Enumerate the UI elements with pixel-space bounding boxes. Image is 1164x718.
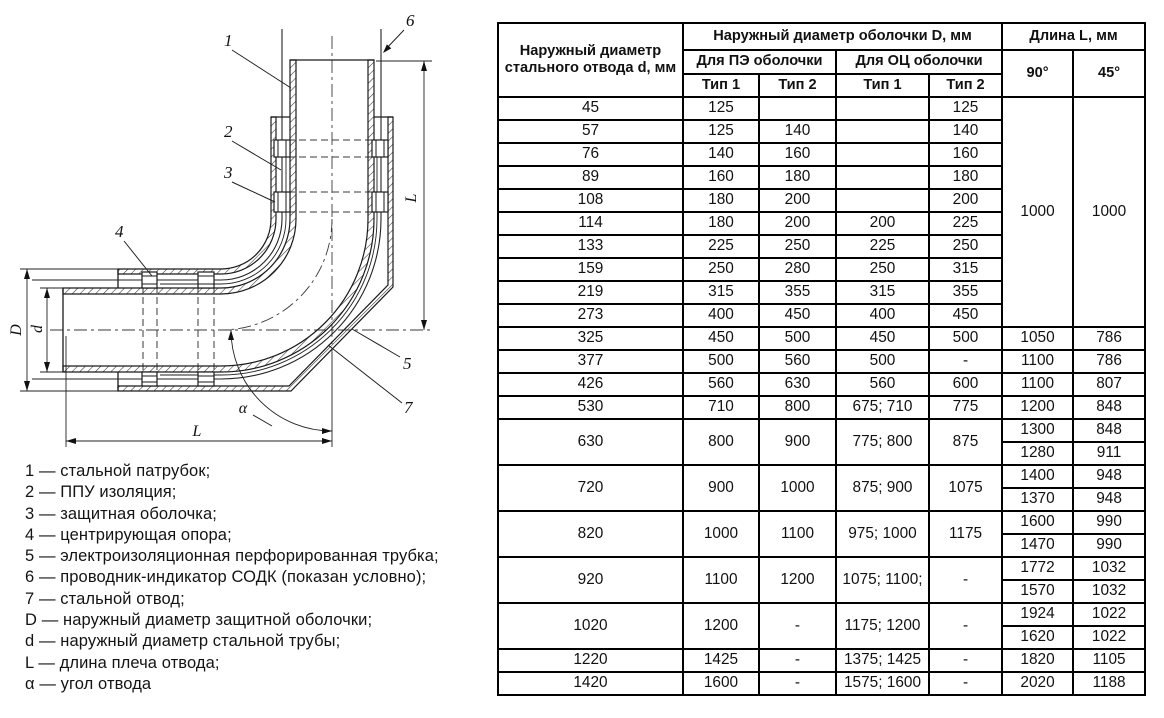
table-cell: 45 <box>498 97 683 120</box>
table-cell: 125 <box>929 97 1002 120</box>
table-cell: 450 <box>683 327 759 350</box>
table-cell: 140 <box>759 120 836 143</box>
table-cell: 133 <box>498 235 683 258</box>
table-cell: 560 <box>759 350 836 373</box>
table-cell: 180 <box>759 166 836 189</box>
legend-item: α — угол отвода <box>25 674 152 693</box>
table-cell: 775; 800 <box>836 419 929 465</box>
table-cell: 180 <box>929 166 1002 189</box>
dim-label-alpha: α <box>238 400 248 417</box>
table-cell: 1924 <box>1002 603 1073 626</box>
table-cell: 1200 <box>1002 396 1073 419</box>
table-cell: 807 <box>1073 373 1145 396</box>
table-cell: 108 <box>498 189 683 212</box>
table-cell: 57 <box>498 120 683 143</box>
table-cell: 1470 <box>1002 534 1073 557</box>
table-cell: 400 <box>683 304 759 327</box>
legend-item: 6 — проводник-индикатор СОДК (показан условно); <box>25 568 427 587</box>
table-cell: 2020 <box>1002 672 1073 695</box>
table-cell: 114 <box>498 212 683 235</box>
table-cell: 1200 <box>683 603 759 649</box>
table-cell: 530 <box>498 396 683 419</box>
table-cell: 1000 <box>1002 97 1073 327</box>
callout-leaders <box>124 30 404 403</box>
table-cell: 920 <box>498 557 683 603</box>
table-cell: 500 <box>836 350 929 373</box>
legend-item: 5 — электроизоляционная перфорированная трубка; <box>25 547 439 566</box>
table-cell: 1100 <box>759 511 836 557</box>
table-cell: 180 <box>683 212 759 235</box>
table-cell: 786 <box>1073 350 1145 373</box>
table-cell: 675; 710 <box>836 396 929 419</box>
table-cell: 1280 <box>1002 442 1073 465</box>
table-row <box>498 396 1145 419</box>
callout-6: 6 <box>406 11 415 30</box>
table-cell: 200 <box>929 189 1002 212</box>
table-cell: 710 <box>683 396 759 419</box>
table-cell: 400 <box>836 304 929 327</box>
table-cell: 1075 <box>929 465 1002 511</box>
legend-item: 1 — стальной патрубок; <box>25 462 211 480</box>
legend-item: 7 — стальной отвод; <box>25 589 185 608</box>
table-cell: 975; 1000 <box>836 511 929 557</box>
legend <box>25 461 439 695</box>
header-pe-type2: Тип 2 <box>759 74 836 97</box>
table-cell: 280 <box>759 258 836 281</box>
table-row <box>498 672 1145 695</box>
table-cell: 225 <box>836 235 929 258</box>
table-cell: 1220 <box>498 649 683 672</box>
table-cell: - <box>929 649 1002 672</box>
table-cell: 160 <box>683 166 759 189</box>
table-cell: 775 <box>929 396 1002 419</box>
table-cell: 1820 <box>1002 649 1073 672</box>
table-cell: 450 <box>929 304 1002 327</box>
steel-pipe <box>63 60 374 372</box>
header-group-L: Длина L, мм <box>1002 23 1145 50</box>
legend-item: L — длина плеча отвода; <box>25 653 220 672</box>
table-cell <box>836 120 929 143</box>
table-row <box>498 649 1145 672</box>
table-cell: 200 <box>759 189 836 212</box>
protective-casing <box>118 117 393 391</box>
table-cell: 1600 <box>1002 511 1073 534</box>
header-pe-type1: Тип 1 <box>683 74 759 97</box>
table-cell: 315 <box>836 281 929 304</box>
table-cell: 848 <box>1073 396 1145 419</box>
table-cell: 560 <box>836 373 929 396</box>
table-cell: 1100 <box>1002 350 1073 373</box>
legend-item: 2 — ППУ изоляция; <box>25 483 177 502</box>
dim-label-D: D <box>8 324 25 336</box>
table-cell: 948 <box>1073 488 1145 511</box>
table-cell: 1175 <box>929 511 1002 557</box>
table-cell: 250 <box>836 258 929 281</box>
table-row <box>498 511 1145 534</box>
table-cell: 355 <box>759 281 836 304</box>
table-row <box>498 373 1145 396</box>
table-cell: 225 <box>929 212 1002 235</box>
table-cell: 720 <box>498 465 683 511</box>
table-cell: 1425 <box>683 649 759 672</box>
table-cell: 1032 <box>1073 557 1145 580</box>
table-cell: 990 <box>1073 534 1145 557</box>
table-cell <box>836 143 929 166</box>
table-row <box>498 603 1145 626</box>
callout-1: 1 <box>224 31 233 50</box>
table-cell: - <box>759 649 836 672</box>
table-cell: - <box>759 603 836 649</box>
header-oc-type1: Тип 1 <box>836 74 929 97</box>
table-cell: 315 <box>683 281 759 304</box>
table-cell: 1100 <box>1002 373 1073 396</box>
callout-3: 3 <box>224 163 233 182</box>
callout-5: 5 <box>403 354 412 373</box>
table-cell: 89 <box>498 166 683 189</box>
table-cell: 1000 <box>1073 97 1145 327</box>
table-cell: 160 <box>929 143 1002 166</box>
table-cell: 200 <box>759 212 836 235</box>
dim-label-d: d <box>29 325 46 333</box>
table-cell: - <box>929 603 1002 649</box>
table-cell <box>836 166 929 189</box>
table-cell: 200 <box>836 212 929 235</box>
table-cell <box>759 97 836 120</box>
table-cell: 159 <box>498 258 683 281</box>
table-cell: 1600 <box>683 672 759 695</box>
table-cell: 1032 <box>1073 580 1145 603</box>
table-cell: - <box>929 672 1002 695</box>
table-cell: 1020 <box>498 603 683 649</box>
table-cell: 1420 <box>498 672 683 695</box>
table-cell: 500 <box>683 350 759 373</box>
dim-label-L-right: L <box>403 193 420 203</box>
table-row <box>498 97 1145 120</box>
table-cell: 1200 <box>759 557 836 603</box>
centering-supports <box>142 140 388 386</box>
table-cell: 325 <box>498 327 683 350</box>
table-cell: 250 <box>683 258 759 281</box>
table-cell: 875 <box>929 419 1002 465</box>
hidden-lines <box>143 140 387 385</box>
header-d-column: Наружный диаметр стального отвода d, мм <box>498 23 683 97</box>
table-cell: 800 <box>683 419 759 465</box>
callout-2: 2 <box>224 122 233 141</box>
table-cell: 1175; 1200 <box>836 603 929 649</box>
callout-4: 4 <box>115 222 124 241</box>
table-cell: - <box>929 350 1002 373</box>
table-cell: 820 <box>498 511 683 557</box>
table-cell: 800 <box>759 396 836 419</box>
table-cell: 1370 <box>1002 488 1073 511</box>
table-cell: 450 <box>759 304 836 327</box>
header-90deg: 90° <box>1002 50 1073 97</box>
table-cell: 1000 <box>759 465 836 511</box>
table-cell: 1772 <box>1002 557 1073 580</box>
table-row <box>498 327 1145 350</box>
table-cell: 1022 <box>1073 603 1145 626</box>
table-cell: 1400 <box>1002 465 1073 488</box>
table-cell: 875; 900 <box>836 465 929 511</box>
centerlines <box>50 36 434 447</box>
table-cell: 125 <box>683 120 759 143</box>
table-cell: 377 <box>498 350 683 373</box>
header-45deg: 45° <box>1073 50 1145 97</box>
table-row <box>498 465 1145 488</box>
spec-table-body <box>498 97 1145 695</box>
table-cell: 1022 <box>1073 626 1145 649</box>
table-cell: 1300 <box>1002 419 1073 442</box>
table-cell: 948 <box>1073 465 1145 488</box>
table-cell: 848 <box>1073 419 1145 442</box>
table-cell: 786 <box>1073 327 1145 350</box>
table-cell <box>836 97 929 120</box>
table-cell: 1000 <box>683 511 759 557</box>
table-cell: 426 <box>498 373 683 396</box>
table-cell: 225 <box>683 235 759 258</box>
header-group-D: Наружный диаметр оболочки D, мм <box>683 23 1002 50</box>
header-oc-casing: Для ОЦ оболочки <box>836 50 1002 74</box>
table-cell: 600 <box>929 373 1002 396</box>
legend-item: d — наружный диаметр стальной трубы; <box>25 632 341 651</box>
table-cell: 140 <box>929 120 1002 143</box>
table-cell: - <box>759 672 836 695</box>
table-cell: 315 <box>929 258 1002 281</box>
dim-alpha <box>228 330 332 434</box>
elbow-technical-drawing <box>0 0 497 458</box>
table-cell: 1100 <box>683 557 759 603</box>
table-cell: 900 <box>759 419 836 465</box>
table-row <box>498 557 1145 580</box>
table-cell: 250 <box>759 235 836 258</box>
table-cell: 1570 <box>1002 580 1073 603</box>
table-cell: 273 <box>498 304 683 327</box>
table-cell: 160 <box>759 143 836 166</box>
table-cell: 450 <box>836 327 929 350</box>
table-cell: 76 <box>498 143 683 166</box>
legend-item: D — наружный диаметр защитной оболочки; <box>25 611 373 630</box>
table-cell: 1620 <box>1002 626 1073 649</box>
table-cell: 1575; 1600 <box>836 672 929 695</box>
table-cell: 911 <box>1073 442 1145 465</box>
table-cell: 180 <box>683 189 759 212</box>
table-row <box>498 419 1145 442</box>
table-cell: 630 <box>759 373 836 396</box>
table-cell: 1075; 1100; <box>836 557 929 603</box>
legend-item: 3 — защитная оболочка; <box>25 504 217 523</box>
table-cell: 900 <box>683 465 759 511</box>
header-pe-casing: Для ПЭ оболочки <box>683 50 836 74</box>
callout-7: 7 <box>404 398 413 417</box>
table-cell: 125 <box>683 97 759 120</box>
table-cell: 219 <box>498 281 683 304</box>
table-cell: 1105 <box>1073 649 1145 672</box>
table-cell: 140 <box>683 143 759 166</box>
table-cell: 1188 <box>1073 672 1145 695</box>
table-row <box>498 350 1145 373</box>
table-cell: 500 <box>929 327 1002 350</box>
table-cell: 1050 <box>1002 327 1073 350</box>
table-cell: 355 <box>929 281 1002 304</box>
table-cell: 560 <box>683 373 759 396</box>
table-cell <box>836 189 929 212</box>
legend-item: 4 — центрирующая опора; <box>25 525 232 544</box>
table-cell: 1375; 1425 <box>836 649 929 672</box>
table-cell: 630 <box>498 419 683 465</box>
dimension-table <box>497 22 1146 696</box>
dim-label-L-bottom: L <box>192 423 202 440</box>
table-cell: 990 <box>1073 511 1145 534</box>
table-cell: 500 <box>759 327 836 350</box>
table-cell: - <box>929 557 1002 603</box>
header-oc-type2: Тип 2 <box>929 74 1002 97</box>
table-cell: 250 <box>929 235 1002 258</box>
